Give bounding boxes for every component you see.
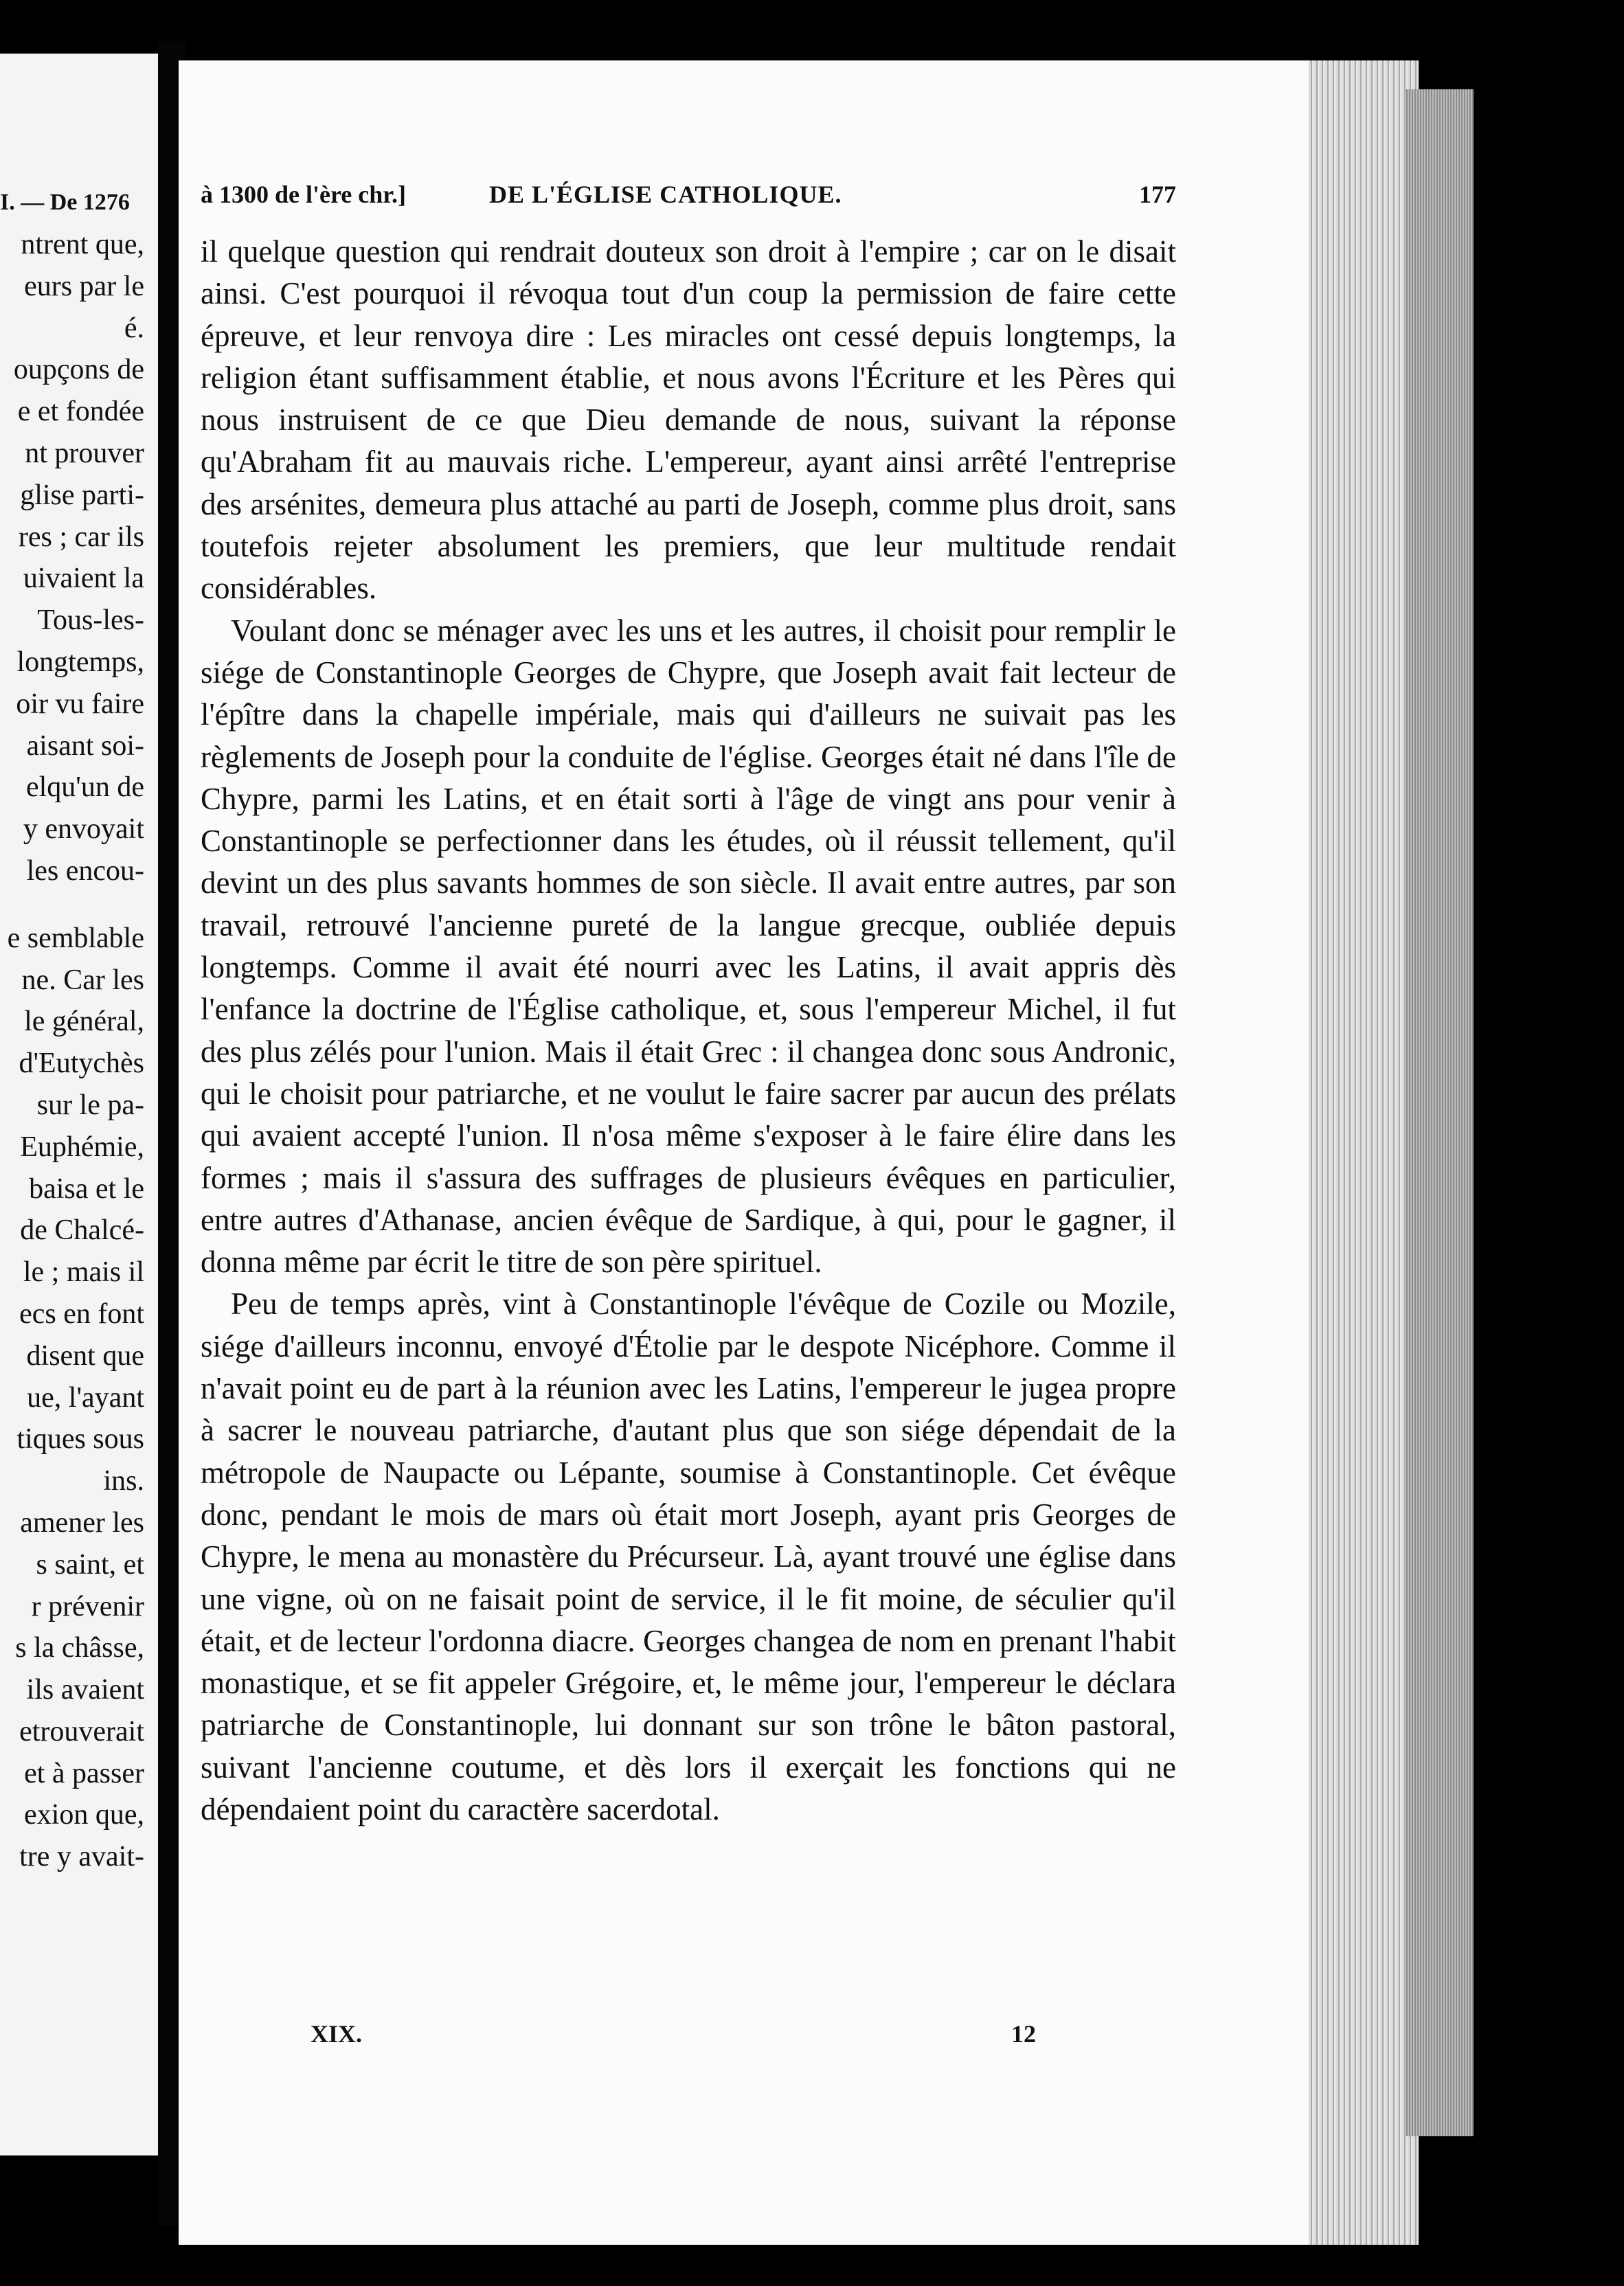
facing-page-line: les encou- — [26, 855, 144, 887]
facing-page-line: disent que — [26, 1339, 144, 1372]
signature-mark: XIX. — [311, 2020, 363, 2048]
facing-page-line: s la châsse, — [15, 1632, 144, 1664]
facing-page-line: e semblable — [7, 922, 144, 954]
paragraph-2: Voulant donc se ménager avec les uns et les autres, il choisit pour remplir le siége de Constantinople Georges de Chypre, que Joseph avait fait lecteur de l'épître dans la chapelle impériale, mais qui d'ailleurs ne suivait pas les règlements de Joseph pour la conduite de l'église. Georges était né dans l'île de Chypre, parmi les Latins, et en était sorti à l'âge de vingt ans pour venir à Constantinople se perfectionner dans les études, où il réussit tellement, qu'il devint un des plus savants hommes de son siècle. Il avait entre autres, par son travail, retrouvé l'ancienne pureté de la langue grecque, oubliée depuis longtemps. Comme il avait été nourri avec les Latins, il avait appris dès l'enfance la doctrine de l'Église catholique, et, sous l'empereur Michel, il fut des plus zélés pour l'union. Mais il était Grec : il changea donc sous Andronic, qui le choisit pour patriarche, et ne voulut le faire sacrer par aucun des prélats qui avaient accepté l'union. Il n'osa même s'exposer à le faire élire dans les formes ; mais il s'assura des suffrages de plusieurs évêques en particulier, entre autres d'Athanase, ancien évêque de Sardique, à qui, pour le gagner, il donna même par écrit le titre de son père spirituel. — [201, 613, 1176, 1280]
facing-page-line: aisant soi- — [26, 729, 144, 762]
facing-page-line — [0, 892, 144, 918]
page-edges — [1309, 60, 1419, 2245]
facing-page-line: ntrent que, — [21, 229, 144, 260]
facing-page-line: glise parti- — [20, 479, 144, 511]
facing-page-line: nt prouver — [25, 437, 144, 469]
facing-page-line: ecs en font — [19, 1298, 144, 1330]
facing-page-line: amener les — [20, 1506, 144, 1539]
facing-page-line: etrouverait — [19, 1715, 144, 1747]
facing-page-line: oupçons de — [13, 354, 144, 386]
facing-page-running-head: I. — De 1276 — [0, 190, 130, 215]
facing-page-line: et à passer — [24, 1757, 144, 1789]
facing-page-line: Euphémie, — [20, 1131, 144, 1163]
facing-page-line: sur le pa- — [36, 1089, 144, 1121]
page-footer — [201, 2019, 1176, 2054]
facing-page-line: le général, — [24, 1006, 144, 1038]
facing-page-text — [0, 224, 144, 1878]
facing-page-line: ils avaient — [26, 1674, 144, 1706]
facing-page-fragment — [0, 54, 158, 2155]
facing-page-line: d'Eutychès — [19, 1048, 144, 1080]
facing-page-line: oir vu faire — [16, 688, 144, 720]
running-head — [201, 180, 1176, 214]
facing-page-line: exion que, — [24, 1799, 144, 1831]
main-text — [201, 231, 1176, 1831]
facing-page-line: s saint, et — [36, 1548, 144, 1581]
facing-page-line: r prévenir — [31, 1590, 144, 1622]
page-number: 177 — [1139, 181, 1176, 208]
facing-page-line: ins. — [103, 1465, 144, 1497]
running-head-date-range: à 1300 de l'ère chr.] — [201, 181, 406, 208]
paragraph-1: il quelque question qui rendrait douteux son droit à l'empire ; car on le disait ainsi. C'est pourquoi il révoqua tout d'un coup la permission de faire cette épreuve, et leur renvoya dire : Les miracles ont cessé depuis longtemps, la religion étant suffisamment établie, et nous avons l'Écriture et les Pères qui nous instruisent de ce que Dieu demande de nous, suivant la réponse qu'Abraham fit au mauvais riche. L'empereur, ayant ainsi arrêté l'entreprise des arsénites, demeura plus attaché au parti de Joseph, comme plus droit, sans toutefois rejeter absolument les premiers, que leur multitude rendait considérables. — [201, 234, 1176, 606]
facing-page-line: é. — [124, 312, 144, 344]
page-edges-shadow — [1405, 89, 1474, 2136]
facing-page-line: uivaient la — [23, 563, 144, 595]
facing-page-line: le ; mais il — [23, 1256, 144, 1289]
facing-page-line: longtemps, — [16, 646, 144, 678]
facing-page-line: Tous-les- — [37, 604, 144, 637]
facing-page-line: ue, l'ayant — [27, 1381, 144, 1414]
running-head-title: DE L'ÉGLISE CATHOLIQUE. — [489, 181, 842, 208]
facing-page-line: tre y avait- — [19, 1841, 144, 1873]
facing-page-line: baisa et le — [29, 1173, 144, 1205]
facing-page-line: elqu'un de — [25, 771, 144, 804]
facing-page-line: res ; car ils — [18, 521, 144, 553]
facing-page-line: ne. Car les — [21, 964, 144, 996]
facing-page-line: eurs par le — [24, 270, 144, 302]
facing-page-line: y envoyait — [23, 813, 144, 846]
gathering-number: 12 — [1011, 2020, 1036, 2048]
paragraph-3: Peu de temps après, vint à Constantinople l'évêque de Cozile ou Mozile, siége d'ailleurs inconnu, envoyé d'Étolie par le despote Nicéphore. Comme il n'avait point eu de part à la réunion avec les Latins, l'empereur le jugea propre à sacrer le nouveau patriarche, d'autant plus que son siége dépendait de la métropole de Naupacte ou Lépante, soumise à Constantinople. Cet évêque donc, pendant le mois de mars où était mort Joseph, ayant pris Georges de Chypre, le mena au monastère du Précurseur. Là, ayant trouvé une église dans une vigne, où on ne faisait point de service, il le fit moine, de séculier qu'il était, et de lecteur l'ordonna diacre. Georges changea de nom en prenant l'habit monastique, et se fit appeler Grégoire, et, le même jour, l'empereur le déclara patriarche de Constantinople, lui donnant sur son trône le bâton pastoral, suivant l'ancienne coutume, et dès lors il exerçait les fonctions qui ne dépendaient point du caractère sacerdotal. — [201, 1287, 1176, 1826]
facing-page-line: e et fondée — [17, 396, 144, 428]
facing-page-line: tiques sous — [16, 1423, 144, 1456]
facing-page-line: de Chalcé- — [20, 1214, 144, 1247]
